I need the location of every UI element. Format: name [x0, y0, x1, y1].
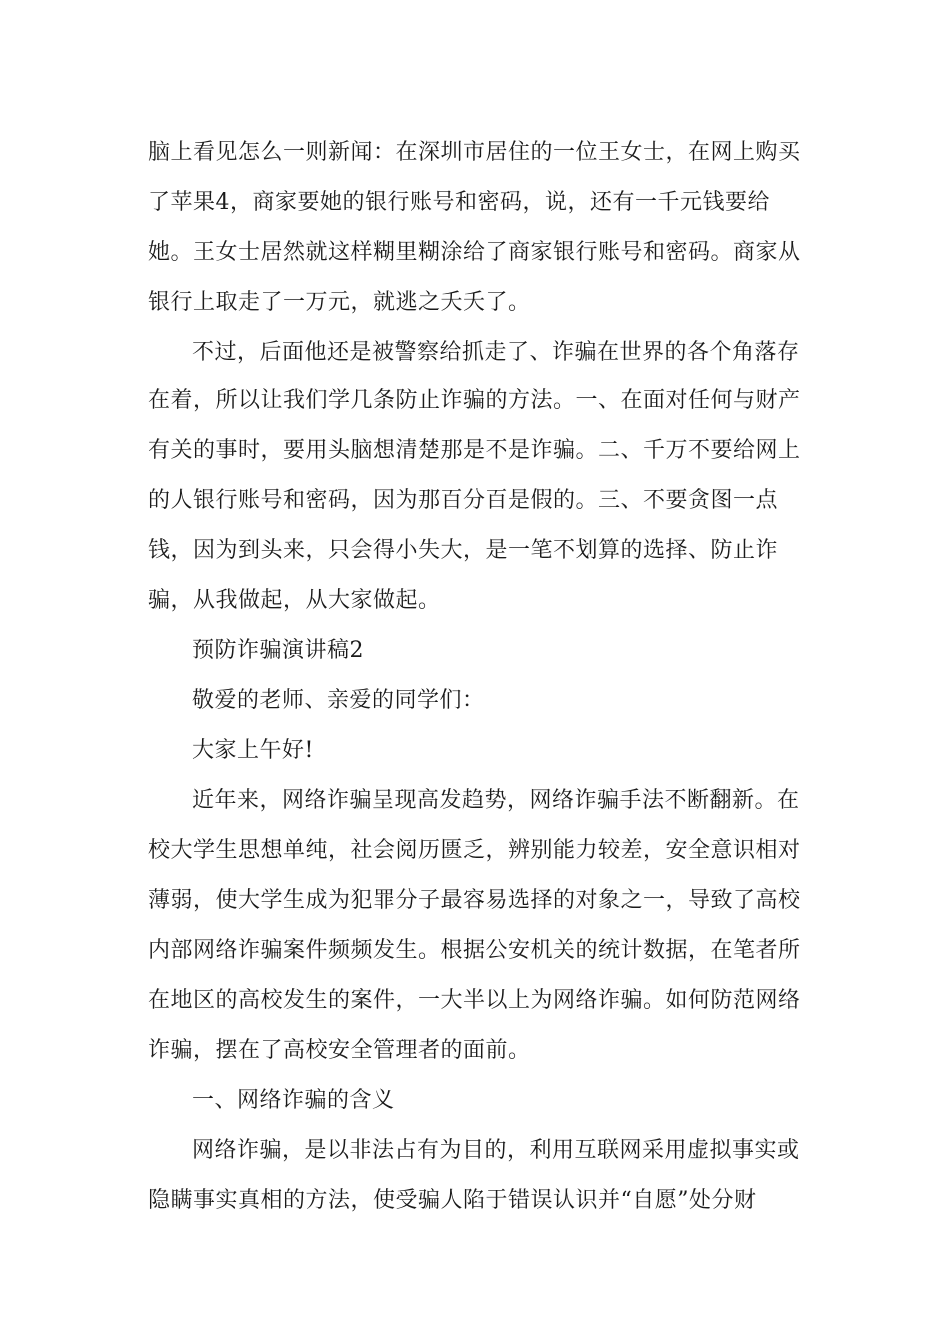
text-line: 内部网络诈骗案件频频发生。根据公安机关的统计数据，在笔者所	[148, 938, 801, 963]
text-line: 在地区的高校发生的案件，一大半以上为网络诈骗。如何防范网络	[148, 988, 801, 1013]
text-line: 银行上取走了一万元，就逃之夭夭了。	[148, 290, 531, 315]
text-line: 了苹果4，商家要她的银行账号和密码，说，还有一千元钱要给	[148, 190, 770, 215]
text-line: 隐瞒事实真相的方法，使受骗人陷于错误认识并“自愿”处分财	[148, 1188, 757, 1213]
text-line: 的人银行账号和密码，因为那百分百是假的。三、不要贪图一点	[148, 488, 779, 513]
text-line: 网络诈骗，是以非法占有为目的，利用互联网采用虚拟事实或	[192, 1138, 800, 1163]
text-line: 有关的事时，要用头脑想清楚那是不是诈骗。二、千万不要给网上	[148, 438, 801, 463]
text-line: 骗，从我做起，从大家做起。	[148, 588, 441, 613]
salutation: 敬爱的老师、亲爱的同学们：	[192, 688, 485, 713]
section-heading: 预防诈骗演讲稿2	[192, 638, 364, 663]
text-line: 薄弱，使大学生成为犯罪分子最容易选择的对象之一，导致了高校	[148, 888, 801, 913]
text-line: 在着，所以让我们学几条防止诈骗的方法。一、在面对任何与财产	[148, 388, 801, 413]
subsection-heading: 一、网络诈骗的含义	[192, 1088, 395, 1113]
text-line: 脑上看见怎么一则新闻：在深圳市居住的一位王女士，在网上购买	[148, 140, 801, 165]
text-line: 她。王女士居然就这样糊里糊涂给了商家银行账号和密码。商家从	[148, 240, 801, 265]
text-line: 校大学生思想单纯，社会阅历匮乏，辨别能力较差，安全意识相对	[148, 838, 801, 863]
text-line: 不过，后面他还是被警察给抓走了、诈骗在世界的各个角落存	[192, 340, 800, 365]
text-line: 诈骗，摆在了高校安全管理者的面前。	[148, 1038, 531, 1063]
text-line: 钱，因为到头来，只会得小失大，是一笔不划算的选择、防止诈	[148, 538, 779, 563]
text-line: 近年来，网络诈骗呈现高发趋势，网络诈骗手法不断翻新。在	[192, 788, 800, 813]
greeting: 大家上午好!	[192, 738, 314, 763]
